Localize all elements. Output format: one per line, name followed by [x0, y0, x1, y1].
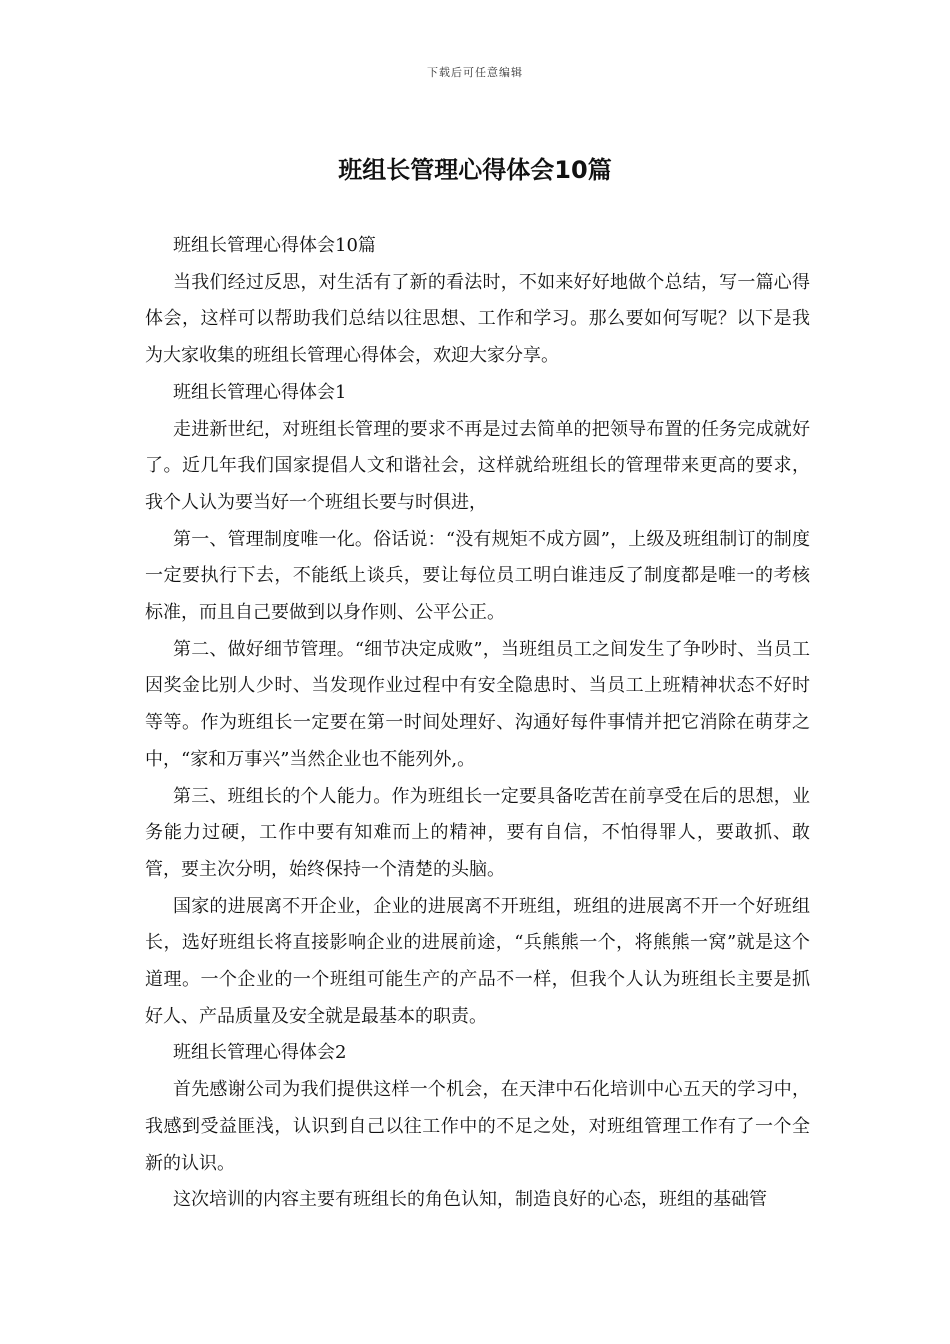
- header-note: 下载后可任意编辑: [427, 66, 523, 79]
- paragraph-intro: 当我们经过反思，对生活有了新的看法时，不如来好好地做个总结，写一篇心得体会，这样可以帮助我们总结以往思想、工作和学习。那么要如何写呢？以下是我为大家收集的班组长管理心得体会，欢迎大家分享。: [145, 271, 810, 367]
- paragraph: 走进新世纪，对班组长管理的要求不再是过去简单的把领导布置的任务完成就好了。近几年我们国家提倡人文和谐社会，这样就给班组长的管理带来更高的要求，我个人认为要当好一个班组长要与时俱进，: [145, 418, 810, 513]
- document-title: 班组长管理心得体会10篇: [338, 156, 612, 184]
- section-heading-1: 班组长管理心得体会1: [173, 381, 347, 403]
- paragraph: 第一、管理制度唯一化。俗话说：“没有规矩不成方圆”，上级及班组制订的制度一定要执行下去，不能纸上谈兵，要让每位员工明白谁违反了制度都是唯一的考核标准，而且自己要做到以身作则、公平公正。: [145, 528, 810, 624]
- paragraph: 这次培训的内容主要有班组长的角色认知，制造良好的心态，班组的基础管: [173, 1189, 767, 1211]
- paragraph: 首先感谢公司为我们提供这样一个机会，在天津中石化培训中心五天的学习中，我感到受益匪浅，认识到自己以往工作中的不足之处，对班组管理工作有了一个全新的认识。: [145, 1079, 810, 1174]
- section-heading-2: 班组长管理心得体会2: [173, 1042, 347, 1064]
- paragraph: 国家的进展离不开企业，企业的进展离不开班组，班组的进展离不开一个好班组长，选好班组长将直接影响企业的进展前途，“兵熊熊一个，将熊熊一窝”就是这个道理。一个企业的一个班组可能生产的产品不一样，但我个人认为班组长主要是抓好人、产品质量及安全就是最基本的职责。: [145, 895, 810, 1027]
- paragraph: 第二、做好细节管理。“细节决定成败”，当班组员工之间发生了争吵时、当员工因奖金比别人少时、当发现作业过程中有安全隐患时、当员工上班精神状态不好时等等。作为班组长一定要在第一时间处理好、沟通好每件事情并把它消除在萌芽之中，“家和万事兴”当然企业也不能列外,。: [145, 638, 810, 770]
- paragraph: 第三、班组长的个人能力。作为班组长一定要具备吃苦在前享受在后的思想，业务能力过硬，工作中要有知难而上的精神，要有自信，不怕得罪人，要敢抓、敢管，要主次分明，始终保持一个清楚的头脑。: [145, 785, 810, 880]
- document-body: [145, 228, 810, 1219]
- paragraph-subtitle: 班组长管理心得体会10篇: [173, 235, 376, 256]
